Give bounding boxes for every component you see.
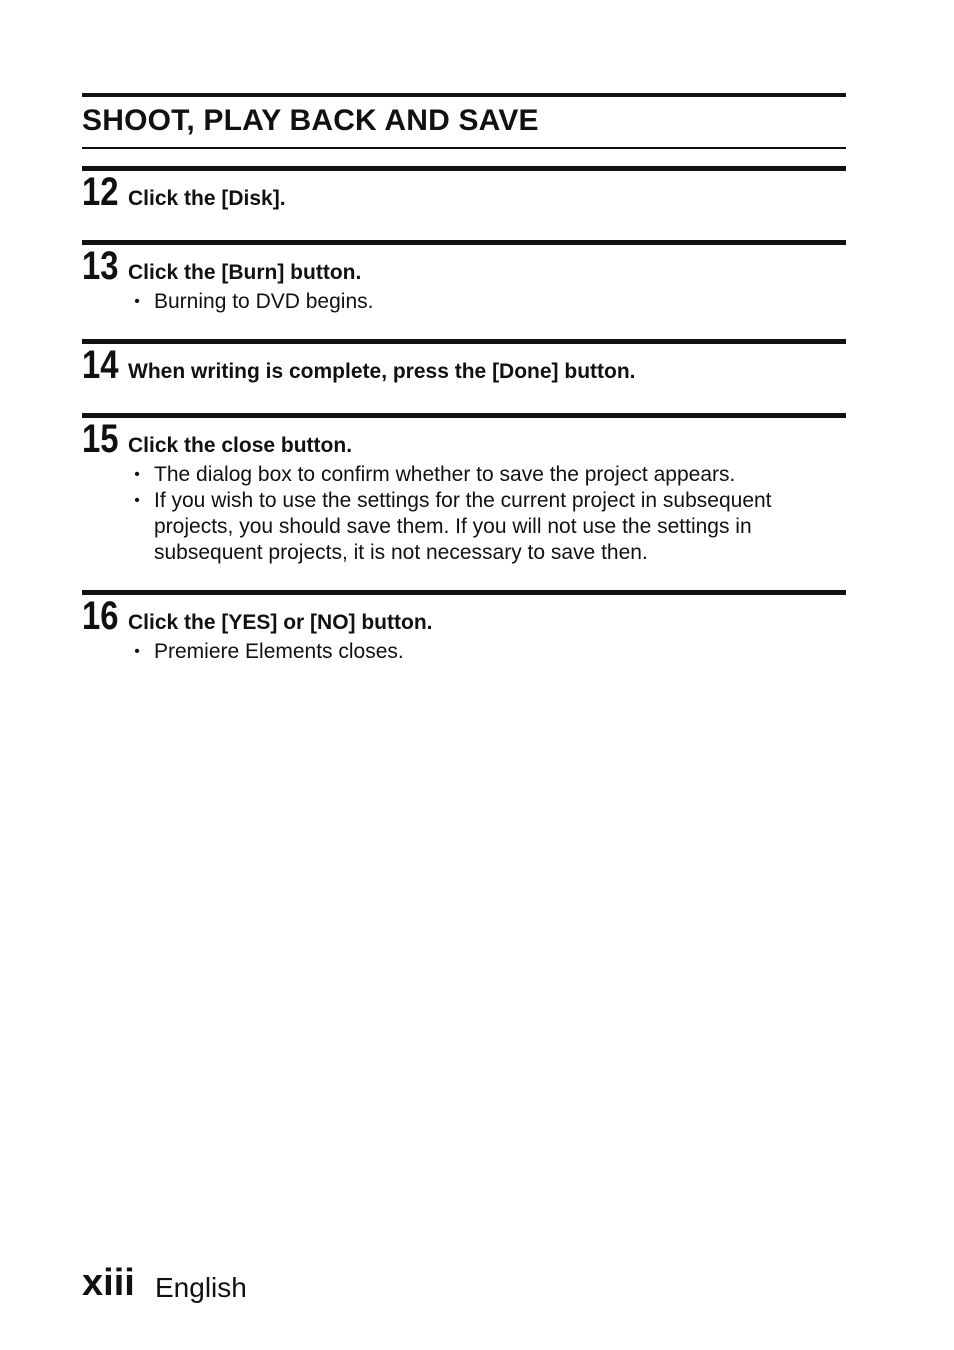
bullet-item [130, 289, 830, 315]
step-bullets [130, 289, 830, 315]
manual-page [82, 0, 846, 1350]
step-number: 15 [82, 417, 119, 461]
bullet-icon: • [134, 492, 140, 509]
step-12 [82, 166, 846, 241]
footer-page-number: xiii [82, 1262, 135, 1304]
footer-language: English [155, 1272, 247, 1303]
step-heading: Click the [Burn] button. [128, 261, 362, 284]
step-heading: When writing is complete, press the [Done] button. [128, 360, 636, 383]
step-number: 12 [82, 170, 119, 214]
step-number: 16 [82, 594, 119, 638]
step-heading: Click the [YES] or [NO] button. [128, 611, 433, 634]
section-header [82, 93, 846, 149]
bullet-icon: • [134, 466, 140, 483]
step-bullets [130, 462, 830, 566]
bullet-text: Premiere Elements closes. [154, 640, 404, 663]
bullet-text: Burning to DVD begins. [154, 290, 374, 313]
bullet-item [130, 488, 830, 566]
bullet-icon: • [134, 293, 140, 310]
bullet-item [130, 462, 830, 488]
step-number: 14 [82, 343, 119, 387]
step-heading: Click the [Disk]. [128, 187, 286, 210]
step-heading: Click the close button. [128, 434, 353, 457]
step-14 [82, 339, 846, 414]
bullet-icon: • [134, 643, 140, 660]
step-bullets [130, 639, 830, 665]
step-number: 13 [82, 244, 119, 288]
bullet-text: The dialog box to confirm whether to save the project appears. [154, 463, 736, 486]
section-title: SHOOT, PLAY BACK AND SAVE [82, 104, 539, 137]
bullet-item [130, 639, 830, 665]
step-13 [82, 240, 846, 341]
step-15 [82, 413, 846, 592]
bullet-text: If you wish to use the settings for the current project in subsequent projects, you should save them. If you will not use the settings in subsequent projects, it is not necessary to save then. [154, 489, 772, 564]
step-16 [82, 590, 846, 691]
